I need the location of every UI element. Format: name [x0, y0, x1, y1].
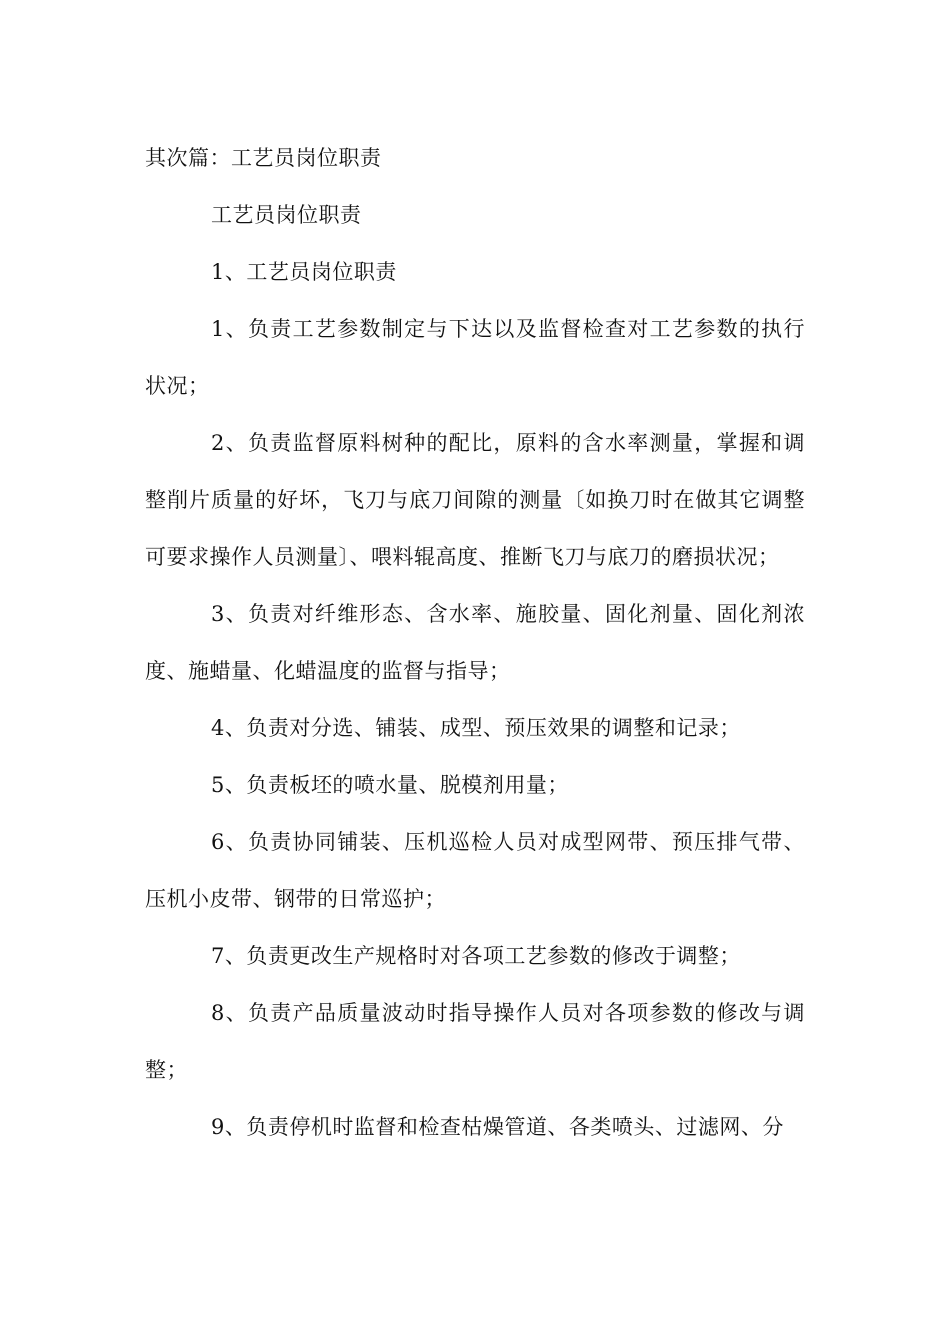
duty-item-2: 2、负责监督原料树种的配比，原料的含水率测量，掌握和调整削片质量的好坏，飞刀与底刀间隙的测量〔如换刀时在做其它调整可要求操作人员测量〕、喂料辊高度、推断飞刀与底刀的磨损状况； [145, 431, 805, 569]
document-body [145, 130, 805, 1156]
section-heading: 1、工艺员岗位职责 [211, 260, 397, 284]
duty-item-3: 3、负责对纤维形态、含水率、施胶量、固化剂量、固化剂浓度、施蜡量、化蜡温度的监督与指导； [145, 602, 805, 683]
duty-item-8: 8、负责产品质量波动时指导操作人员对各项参数的修改与调整； [145, 1001, 805, 1082]
duty-item-9: 9、负责停机时监督和检查枯燥管道、各类喷头、过滤网、分 [211, 1115, 784, 1139]
duty-item-7: 7、负责更改生产规格时对各项工艺参数的修改于调整； [211, 944, 741, 968]
duty-item-1: 1、负责工艺参数制定与下达以及监督检查对工艺参数的执行状况； [145, 317, 805, 398]
duty-item-6: 6、负责协同铺装、压机巡检人员对成型网带、预压排气带、压机小皮带、钢带的日常巡护； [145, 830, 805, 911]
duty-item-5: 5、负责板坯的喷水量、脱模剂用量； [211, 773, 569, 797]
document-heading: 其次篇：工艺员岗位职责 [145, 146, 382, 170]
duty-item-4: 4、负责对分选、铺装、成型、预压效果的调整和记录； [211, 716, 741, 740]
document-title: 工艺员岗位职责 [211, 203, 362, 227]
